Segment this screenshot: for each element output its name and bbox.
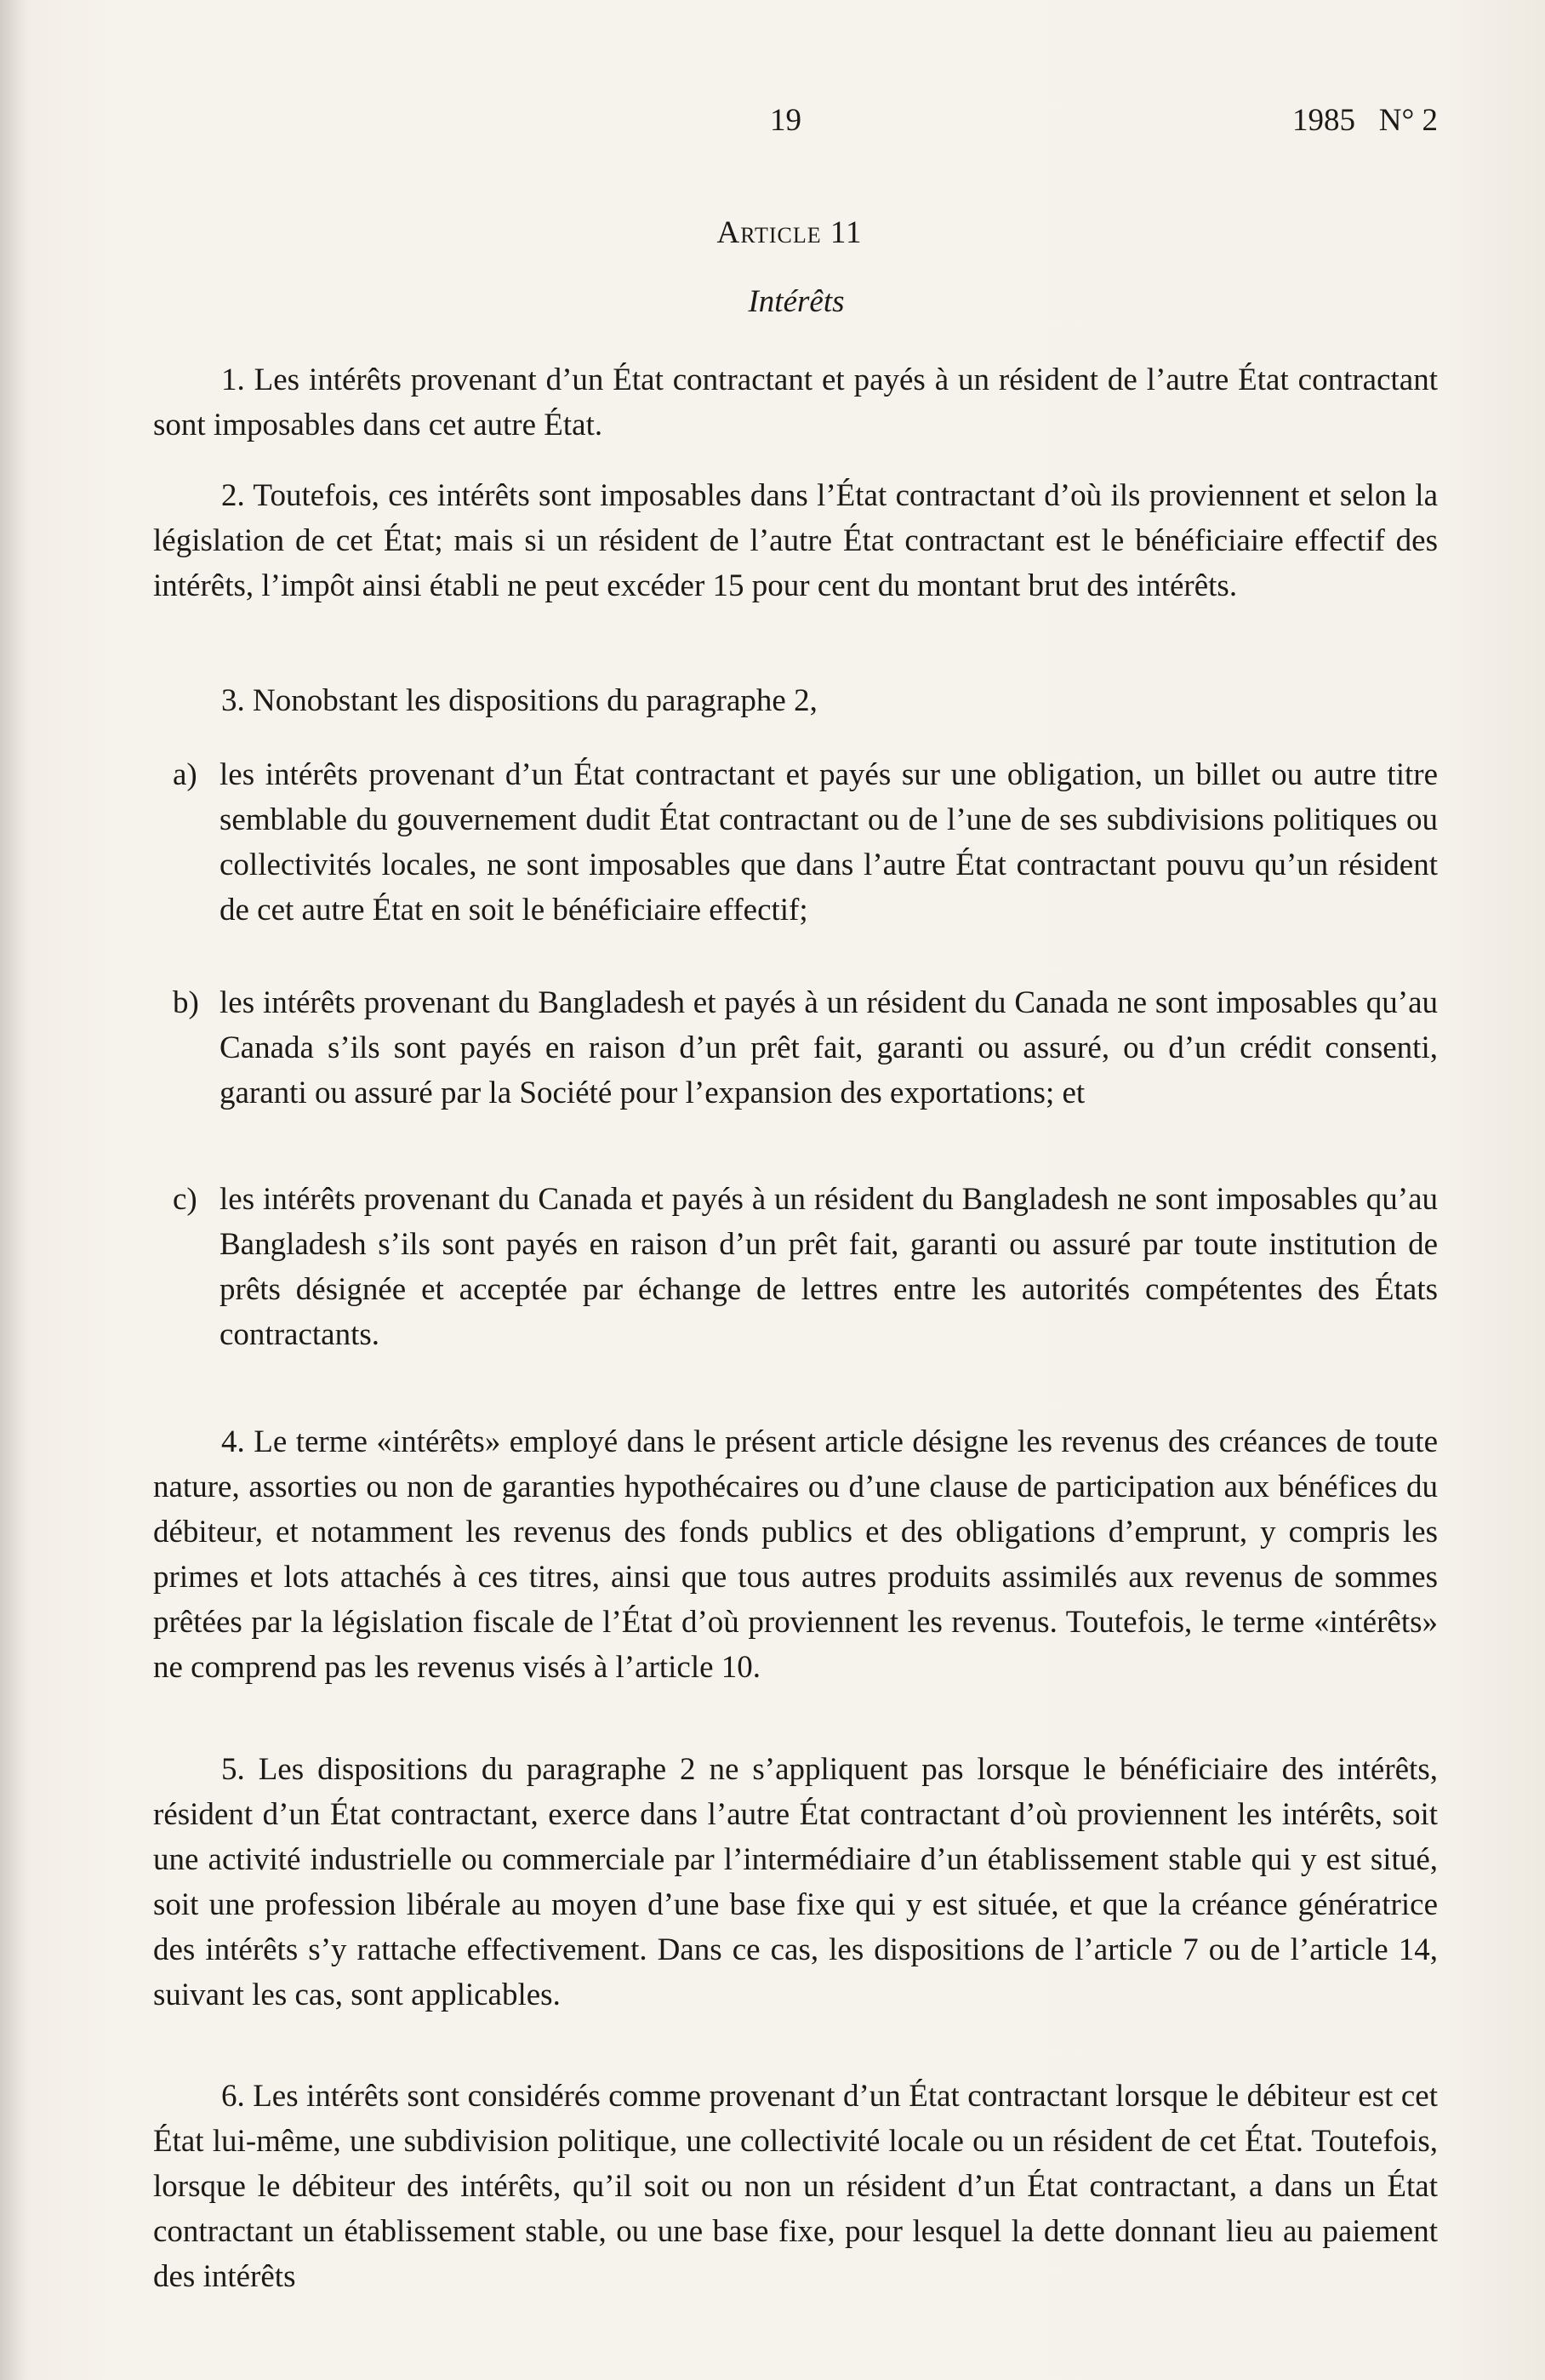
page-number: 19	[770, 103, 801, 138]
paragraph-6	[153, 2074, 1438, 2299]
year-number-header: 1985 N° 2	[1291, 103, 1438, 138]
article-title: Article 11	[716, 215, 863, 250]
list-item-a-text: les intérêts provenant d’un État contractant et payés sur une obligation, un billet ou autre titre semblable du gouvernement dudit État contractant ou de l’une de ses subdivisions politiques ou collectivités locales, ne sont imposables que dans l’autre État contractant pouvu qu’un résident de cet autre État en soit le bénéficiaire effectif;	[219, 757, 1438, 927]
paragraph-3	[153, 678, 1438, 723]
paragraph-6-text: 6. Les intérêts sont considérés comme provenant d’un État contractant lorsque le débiteur est cet État lui-même, une subdivision politique, une collectivité locale ou un résident de cet État. Toutefois, lorsque le débiteur des intérêts, qu’il soit ou non un résident d’un État contractant, a dans un État contractant un établissement stable, ou une base fixe, pour lesquel la dette donnant lieu au paiement des intérêts	[153, 2079, 1438, 2294]
paragraph-5	[153, 1747, 1438, 2018]
paragraph-2	[153, 473, 1438, 608]
paragraph-3-text: 3. Nonobstant les dispositions du paragraphe 2,	[221, 683, 818, 718]
list-item-a	[173, 752, 1438, 933]
paragraph-5-text: 5. Les dispositions du paragraphe 2 ne s’appliquent pas lorsque le bénéficiaire des intérêts, résident d’un État contractant, exerce dans l’autre État contractant d’où proviennent les intérêts, soit une activité industrielle ou commerciale par l’intermédiaire d’un établissement stable qui y est situé, soit une profession libérale au moyen d’une base fixe qui y est située, et que la créance génératrice des intérêts s’y rattache effectivement. Dans ce cas, les dispositions de l’article 7 ou de l’article 14, suivant les cas, sont applicables.	[153, 1752, 1438, 2012]
list-item-c-letter: c)	[173, 1182, 197, 1217]
list-item-b-letter: b)	[173, 985, 199, 1020]
list-item-c-text: les intérêts provenant du Canada et payés à un résident du Bangladesh ne sont imposables qu’au Bangladesh s’ils sont payés en raison d’un prêt fait, garanti ou assuré par toute institution de prêts désignée et acceptée par échange de lettres entre les autorités compétentes des États contractants.	[219, 1182, 1438, 1352]
binding-gutter-shadow	[0, 0, 26, 2380]
list-item-b-text: les intérêts provenant du Bangladesh et payés à un résident du Canada ne sont imposables qu’au Canada s’ils sont payés en raison d’un prêt fait, garanti ou assuré, ou d’un crédit consenti, garanti ou assuré par la Société pour l’expansion des exportations; et	[219, 985, 1438, 1110]
list-item-a-letter: a)	[173, 757, 197, 792]
paragraph-2-text: 2. Toutefois, ces intérêts sont imposables dans l’État contractant d’où ils proviennent et selon la législation de cet État; mais si un résident de l’autre État contractant est le bénéficiaire effectif des intérêts, l’impôt ainsi établi ne peut excéder 15 pour cent du montant brut des intérêts.	[153, 478, 1438, 603]
paragraph-1	[153, 357, 1438, 448]
list-item-c	[173, 1177, 1438, 1357]
paragraph-4	[153, 1419, 1438, 1690]
list-item-b	[173, 980, 1438, 1116]
paragraph-4-text: 4. Le terme «intérêts» employé dans le présent article désigne les revenus des créances de toute nature, assorties ou non de garanties hypothécaires ou d’une clause de participation aux bénéfices du débiteur, et notamment les revenus des fonds publics et des obligations d’emprunt, y compris les primes et lots attachés à ces titres, ainsi que tous autres produits assimilés aux revenus de sommes prêtées par la législation fiscale de l’État d’où proviennent les revenus. Toutefois, le terme «intérêts» ne comprend pas les revenus visés à l’article 10.	[153, 1424, 1438, 1685]
paragraph-1-text: 1. Les intérêts provenant d’un État contractant et payés à un résident de l’autre État contractant sont imposables dans cet autre État.	[153, 362, 1438, 442]
article-subtitle: Intérêts	[748, 284, 845, 319]
